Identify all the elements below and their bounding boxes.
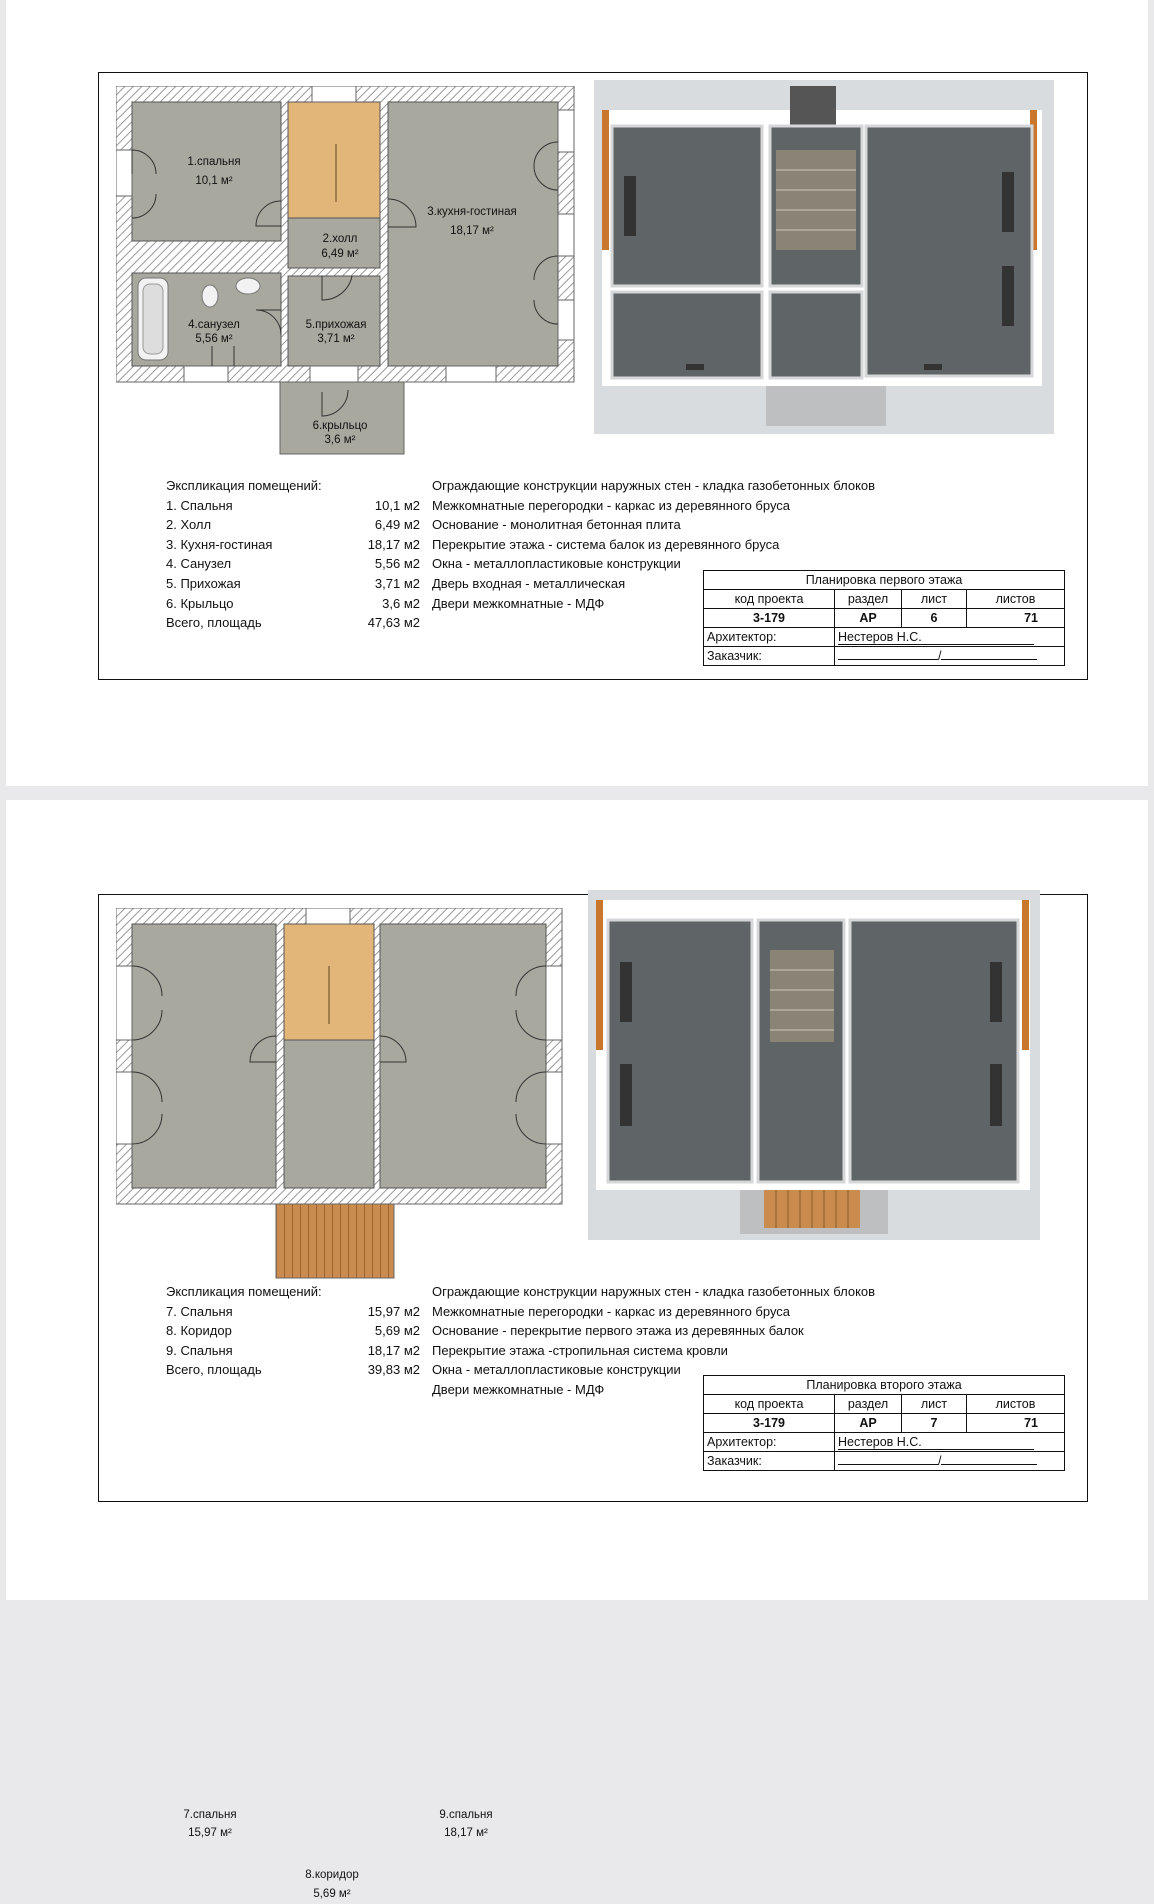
title-block: Планировка первого этажа код проекта раздел лист листов 3-179 АР 6 71 Архитектор: Нестеров Н.С. Заказчик: / <box>703 570 1065 666</box>
room-label: 9.спальня 18,17 м² <box>439 1809 493 1839</box>
room-label: 8.коридор 5,69 м² <box>305 1869 359 1900</box>
explication-list: Экспликация помещений: 7. Спальня 15,97 м2 8. Коридор 5,69 м2 9. Спальня 18,17 м2 Всего, площадь 39,83 м2 <box>166 1284 420 1378</box>
render-3d-floor-1 <box>594 80 1054 434</box>
explication-list: Экспликация помещений: 1. Спальня 10,1 м2 2. Холл 6,49 м2 3. Кухня-гостиная 18,17 м2 4. Санузел 5,56 м2 5. Прихожая 3,71 м2 6. Крыльцо 3,6 м2 Всего, площадь 47,63 м2 <box>166 478 420 631</box>
room-label: 3.кухня-гостиная 18,17 м² <box>427 206 517 237</box>
explication-title: Экспликация помещений: <box>166 478 322 493</box>
sheet-title: Планировка первого этажа <box>704 571 1065 590</box>
room-label: 6.крыльцо 3,6 м² <box>312 420 368 446</box>
title-block: Планировка второго этажа код проекта раздел лист листов 3-179 АР 7 71 Архитектор: Нестеров Н.С. Заказчик: / <box>703 1375 1065 1471</box>
room-label: 5.прихожая 3,71 м² <box>305 319 367 345</box>
sheet-title: Планировка второго этажа <box>704 1376 1065 1395</box>
explication-title: Экспликация помещений: <box>166 1284 322 1299</box>
room-corridor <box>284 1040 374 1188</box>
floor-plan-2 <box>116 908 576 1288</box>
render-3d-floor-2 <box>588 890 1040 1240</box>
construction-notes: Ограждающие конструкции наружных стен - кладка газобетонных блоков Межкомнатные перегородки - каркас из деревянного бруса Основание - перекрытие первого этажа из деревянных балок Перекрытие этажа -стропильная система кровли Окна - металлопластиковые конструкции Двери межкомнатные - МДФ <box>432 1284 876 1397</box>
construction-notes: Ограждающие конструкции наружных стен - кладка газобетонных блоков Межкомнатные перегородки - каркас из деревянного бруса Основание - монолитная бетонная плита Перекрытие этажа - система балок из деревянного бруса Окна - металлопластиковые конструкции Дверь входная - металлическая Двери межкомнатные - МДФ <box>432 478 876 611</box>
room-label: 2.холл 6,49 м² <box>321 233 359 260</box>
room-bedroom-7 <box>132 924 276 1188</box>
document-page-1 <box>6 0 1148 786</box>
document-page-2 <box>6 800 1148 1900</box>
room-label: 7.спальня 15,97 м² <box>183 1809 237 1839</box>
balcony-deck <box>276 1204 394 1278</box>
stair-area <box>288 102 380 218</box>
room-label: 1.спальня 10,1 м² <box>187 156 241 187</box>
room-label: 4.санузел 5,56 м² <box>188 319 240 345</box>
floor-plan-1 <box>116 86 586 456</box>
